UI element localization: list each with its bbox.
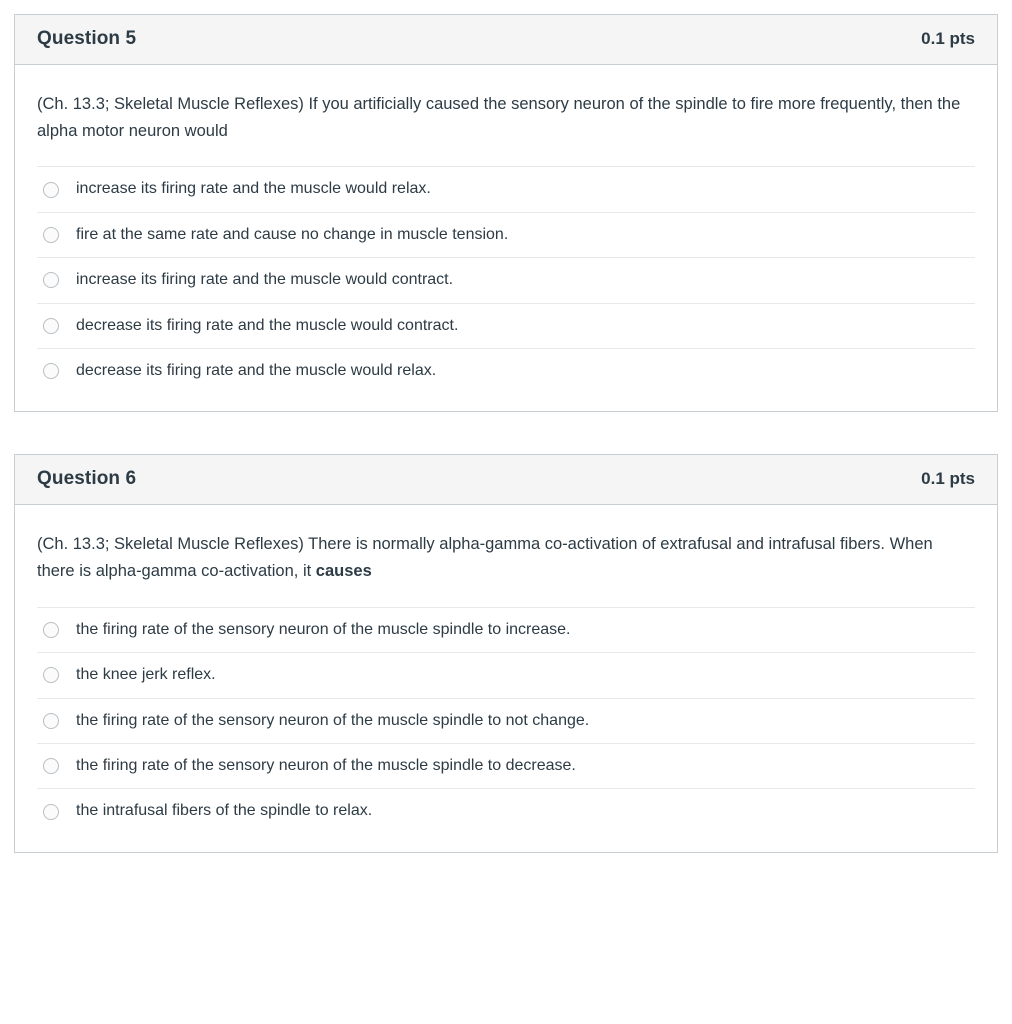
answer-option[interactable]: [37, 348, 975, 393]
answer-label: fire at the same rate and cause no change in muscle tension.: [76, 225, 509, 243]
answer-list: [37, 607, 975, 834]
answer-list: [37, 166, 975, 393]
question-title: Question 5: [37, 28, 137, 49]
radio-button-icon[interactable]: [43, 758, 59, 774]
answer-option[interactable]: [37, 743, 975, 788]
radio-button-icon[interactable]: [43, 667, 59, 683]
answer-option[interactable]: [37, 257, 975, 302]
answer-label: the firing rate of the sensory neuron of the muscle spindle to not change.: [76, 711, 590, 729]
radio-button-icon[interactable]: [43, 622, 59, 638]
answer-option[interactable]: [37, 698, 975, 743]
radio-button-icon[interactable]: [43, 804, 59, 820]
answer-option[interactable]: [37, 303, 975, 348]
question-prompt: (Ch. 13.3; Skeletal Muscle Reflexes) If you artificially caused the sensory neuron of the spindle to fire more frequently, then the alpha motor neuron would: [37, 95, 961, 140]
answer-label: the knee jerk reflex.: [76, 666, 216, 684]
question-prompt: (Ch. 13.3; Skeletal Muscle Reflexes) There is normally alpha-gamma co-activation of extrafusal and intrafusal fibers. When there is alpha-gamma co-activation, it causes: [37, 535, 933, 581]
answer-option[interactable]: [37, 166, 975, 211]
radio-button-icon[interactable]: [43, 318, 59, 334]
question-points: 0.1 pts: [921, 29, 975, 48]
answer-label: increase its firing rate and the muscle would relax.: [76, 180, 431, 198]
question-body: [15, 65, 997, 411]
answer-option[interactable]: [37, 652, 975, 697]
answer-label: the intrafusal fibers of the spindle to relax.: [76, 802, 373, 820]
question-header: [15, 455, 997, 505]
question-header: [15, 15, 997, 65]
answer-option[interactable]: [37, 607, 975, 652]
question-body: [15, 505, 997, 851]
answer-label: increase its firing rate and the muscle would contract.: [76, 271, 454, 289]
answer-label: decrease its firing rate and the muscle would relax.: [76, 362, 437, 379]
question-card-5: [14, 14, 998, 412]
answer-option[interactable]: [37, 212, 975, 257]
radio-button-icon[interactable]: [43, 272, 59, 288]
radio-button-icon[interactable]: [43, 713, 59, 729]
question-title: Question 6: [37, 468, 137, 490]
answer-label: the firing rate of the sensory neuron of the muscle spindle to decrease.: [76, 757, 576, 774]
answer-option[interactable]: [37, 788, 975, 833]
radio-button-icon[interactable]: [43, 182, 59, 198]
question-card-6: [14, 454, 998, 852]
radio-button-icon[interactable]: [43, 227, 59, 243]
answer-label: decrease its firing rate and the muscle would contract.: [76, 316, 459, 334]
radio-button-icon[interactable]: [43, 363, 59, 379]
answer-label: the firing rate of the sensory neuron of the muscle spindle to increase.: [76, 620, 571, 638]
question-points: 0.1 pts: [921, 469, 975, 489]
